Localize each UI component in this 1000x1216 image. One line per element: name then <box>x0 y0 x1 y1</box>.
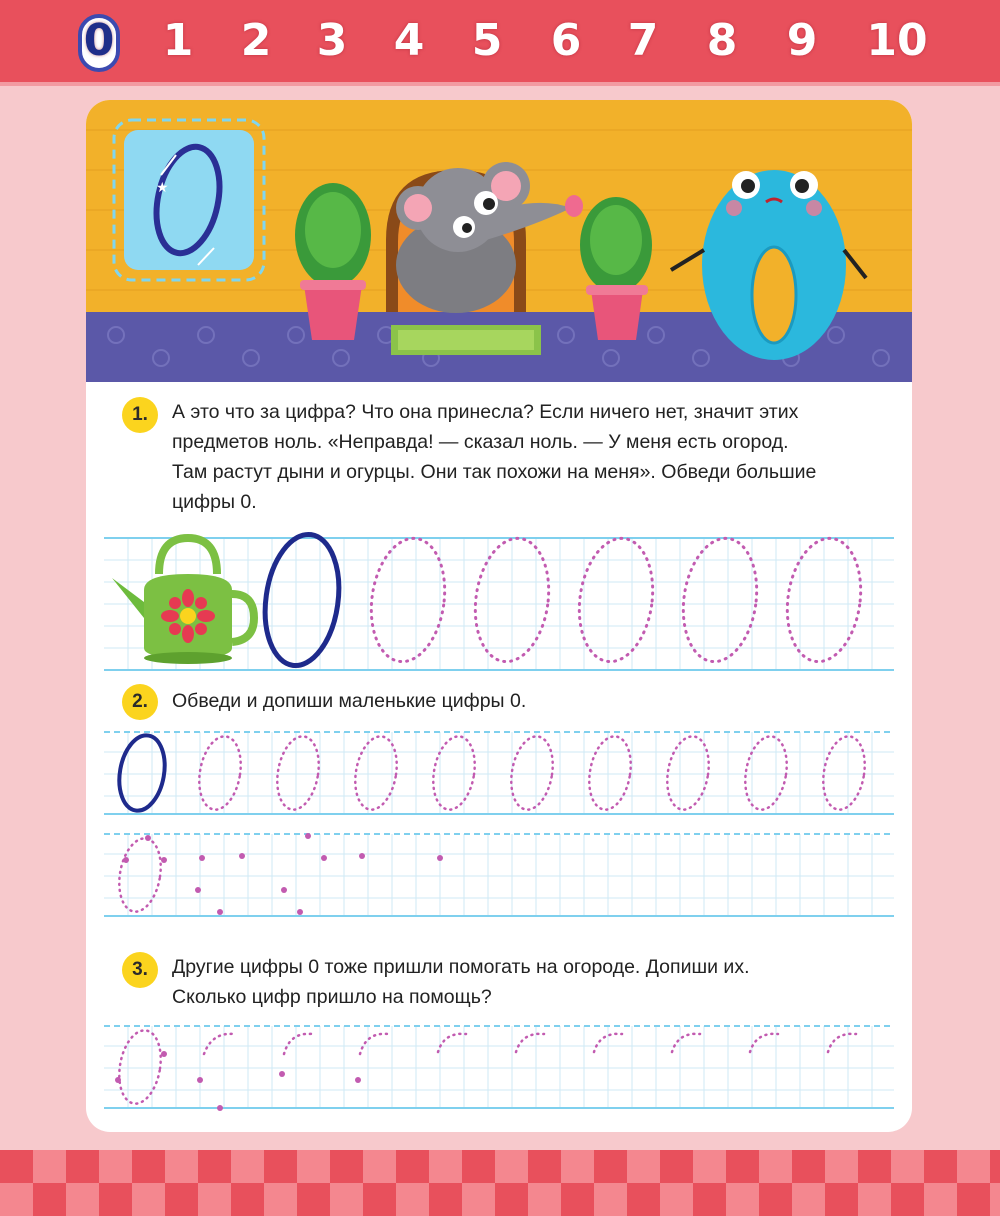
task-3-number: 3. <box>122 952 158 988</box>
nav-number-10[interactable]: 10 <box>866 15 928 66</box>
complete-zeros-grid[interactable] <box>104 1024 894 1114</box>
nav-number-2[interactable]: 2 <box>240 15 272 66</box>
worksheet-card <box>86 100 912 1132</box>
nav-number-4[interactable]: 4 <box>393 15 425 66</box>
task-3-line-2: Сколько цифр пришло на помощь? <box>172 986 492 1008</box>
task-1-line-2: предметов ноль. «Неправда! — сказал ноль. — У меня есть огород. <box>172 431 789 453</box>
task-1-text <box>172 397 892 517</box>
task-1-line-4: цифры 0. <box>172 491 257 513</box>
solid-small-zero <box>114 732 171 814</box>
tracing-card-icon <box>114 120 264 280</box>
task-2-line-1: Обведи и допиши маленькие цифры 0. <box>172 690 527 712</box>
nav-number-6[interactable]: 6 <box>550 15 582 66</box>
nav-number-7[interactable]: 7 <box>627 15 659 66</box>
nav-number-5[interactable]: 5 <box>471 15 503 66</box>
nav-number-8[interactable]: 8 <box>706 15 738 66</box>
number-nav-bar <box>0 0 1000 86</box>
task-3-text <box>172 952 892 1012</box>
task-2-text <box>172 686 892 716</box>
nav-number-9[interactable]: 9 <box>786 15 818 66</box>
task-1-line-3: Там растут дыни и огурцы. Они так похожи на меня». Обведи большие <box>172 461 817 483</box>
nav-number-3[interactable]: 3 <box>316 15 348 66</box>
svg-text:★: ★ <box>156 180 169 196</box>
solid-big-zero <box>257 530 347 670</box>
task-3-line-1: Другие цифры 0 тоже пришли помогать на огороде. Допиши их. <box>172 956 750 978</box>
task-1-number: 1. <box>122 397 158 433</box>
watering-can-icon <box>112 538 254 664</box>
small-zero-tracing-grid[interactable] <box>104 730 894 920</box>
banner-illustration <box>86 100 912 382</box>
big-zero-tracing-grid[interactable] <box>104 530 894 672</box>
checkered-footer <box>0 1150 1000 1216</box>
task-2-number: 2. <box>122 684 158 720</box>
task-1-line-1: А это что за цифра? Что она принесла? Если ничего нет, значит этих <box>172 401 799 423</box>
nav-number-1[interactable]: 1 <box>162 15 194 66</box>
nav-number-0[interactable]: 0 <box>83 15 115 66</box>
